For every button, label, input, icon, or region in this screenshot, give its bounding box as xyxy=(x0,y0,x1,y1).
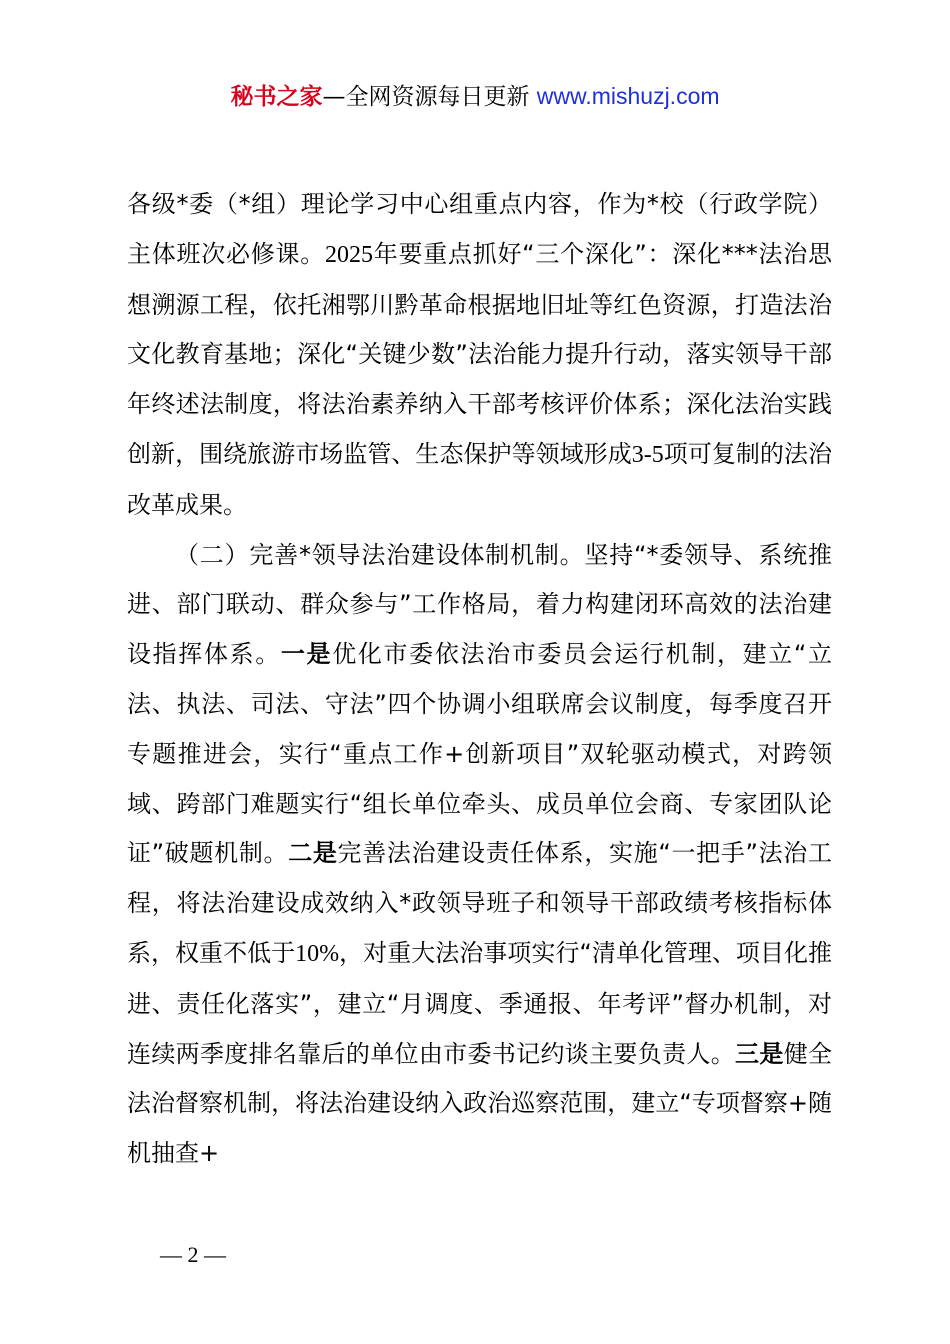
p1-range: 3-5 xyxy=(631,441,664,468)
p2-text-3: 完善法治建设责任体系，实施“一把手”法治工程，将法治建设成效纳入*政领导班子和领导干部政绩考核指标体系，权重不低于 xyxy=(127,839,832,967)
header-tagline: —全网资源每日更新 xyxy=(322,84,530,110)
page-header xyxy=(0,80,950,113)
page-number: — 2 — xyxy=(160,1242,226,1267)
p2-bold-2: 二是 xyxy=(288,839,338,868)
paragraph-1 xyxy=(127,180,832,531)
p2-text-2: 优化市委依法治市委员会运行机制，建立“立法、执法、司法、守法”四个协调小组联席会议制度，每季度召开专题推进会，实行“重点工作+创新项目”双轮驱动模式，对跨领域、跨部门难题实行“组长单位牵头、成员单位会商、专家团队论证”破题机制。 xyxy=(127,640,833,868)
p2-bold-1: 一是 xyxy=(280,640,333,669)
site-url-link[interactable]: www.mishuzj.com xyxy=(536,83,720,109)
document-body xyxy=(127,180,832,1179)
p1-text-3: 项可复制的法治改革成果。 xyxy=(127,439,832,519)
p1-year: 2025 xyxy=(324,241,373,268)
p1-text-1: 各级*委（*组）理论学习中心组重点内容，作为*校（行政学院）主体班次必修课。 xyxy=(127,190,832,268)
p2-text-4: ，对重大法治事项实行“清单化管理、项目化推进、责任化落实”，建立“月调度、季通报、年考评”督办机制，对连续两季度排名靠后的单位由市委书记约谈主要负责人。 xyxy=(127,938,832,1068)
paragraph-2 xyxy=(127,531,832,1179)
p2-percent: 10% xyxy=(295,940,340,967)
p2-bold-3: 三是 xyxy=(735,1039,784,1068)
p1-text-2: 年要重点抓好“三个深化”：深化***法治思想溯源工程，依托湘鄂川黔革命根据地旧址等红色资源，打造法治文化教育基地；深化“关键少数”法治能力提升行动，落实领导干部年终述法制度，将法治素养纳入干部考核评价体系；深化法治实践创新，围绕旅游市场监管、生态保护等领域形成 xyxy=(127,239,832,468)
p2-text-5: 健全法治督察机制，将法治建设纳入政治巡察范围，建立“专项督察+随机抽查+ xyxy=(127,1039,833,1168)
brand-name: 秘书之家 xyxy=(230,84,323,110)
p2-text-1: （二）完善*领导法治建设体制机制。坚持“*委领导、系统推进、部门联动、群众参与”工作格局，着力构建闭环高效的法治建设指挥体系。 xyxy=(127,540,832,669)
